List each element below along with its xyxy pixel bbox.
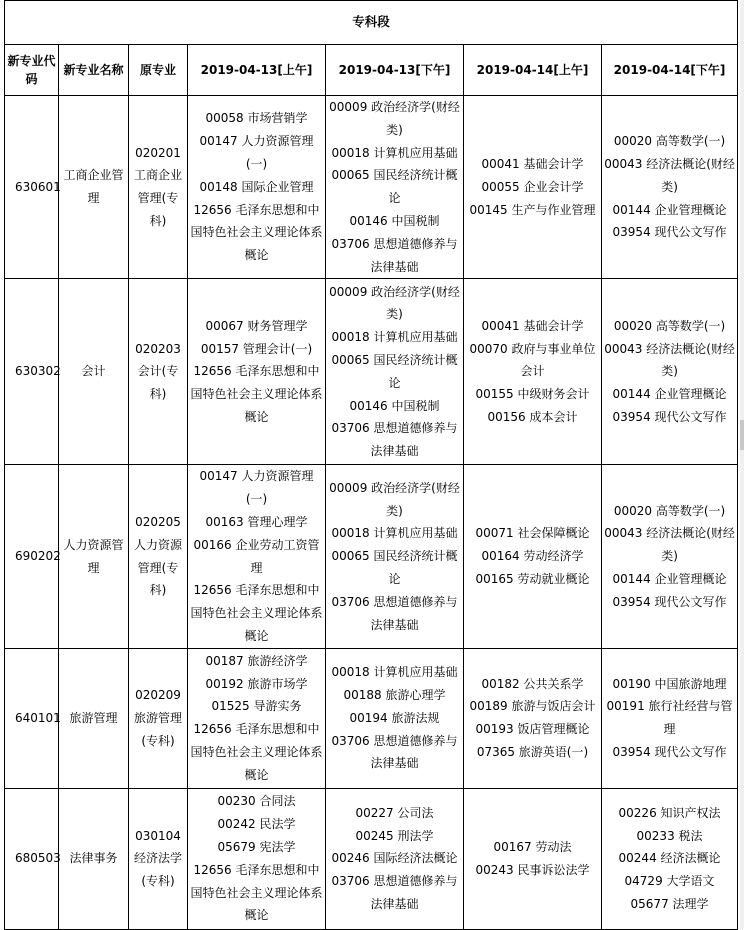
session-cell-4	[602, 465, 738, 648]
course-entry: 00009 政治经济学(财经类)	[329, 480, 460, 518]
course-entry: 00041 基础会计学	[481, 156, 584, 171]
course-entry: 00147 人力资源管理(一)	[199, 134, 314, 171]
section-title: 专科段	[5, 1, 738, 45]
course-entry: 00187 旅游经济学	[205, 653, 308, 668]
session-cell-2	[326, 788, 464, 929]
course-entry: 00156 成本会计	[487, 410, 578, 425]
session-cell-3	[464, 648, 602, 788]
original-major-cell: 020209 旅游管理(专科)	[129, 648, 188, 788]
course-entry: 00065 国民经济统计概论	[331, 353, 458, 390]
header-new-name: 新专业名称	[59, 45, 129, 96]
original-major-cell: 020201 工商企业管理(专科)	[129, 96, 188, 279]
table-row	[5, 96, 738, 279]
course-entry: 00041 基础会计学	[481, 318, 584, 333]
course-entry: 00242 民法学	[217, 817, 296, 832]
course-entry: 00227 公司法	[355, 805, 434, 820]
course-entry: 00188 旅游心理学	[343, 688, 446, 703]
course-entry: 00058 市场营销学	[205, 111, 308, 126]
course-entry: 00147 人力资源管理(一)	[199, 469, 314, 507]
session-cell-3	[464, 465, 602, 648]
course-entry: 00071 社会保障概论	[475, 526, 590, 541]
course-entry: 00182 公共关系学	[481, 676, 584, 691]
session-cell-1	[188, 465, 326, 648]
session-cell-1	[188, 788, 326, 929]
header-new-code: 新专业代码	[5, 45, 59, 96]
original-major-cell: 020205 人力资源管理(专科)	[129, 465, 188, 648]
course-entry: 00246 国际经济法概论	[331, 851, 458, 866]
major-name-cell: 人力资源管理	[59, 465, 129, 648]
course-entry: 00146 中国税制	[349, 213, 440, 228]
course-entry: 00144 企业管理概论	[612, 387, 727, 402]
course-entry: 00189 旅游与饭店会计	[469, 699, 596, 714]
course-entry: 12656 毛泽东思想和中国特色社会主义理论体系概论	[190, 722, 323, 782]
course-entry: 00243 民事诉讼法学	[475, 862, 590, 877]
course-entry: 03706 思想道德修养与法律基础	[331, 236, 458, 274]
course-entry: 00230 合同法	[217, 794, 296, 809]
session-cell-1	[188, 279, 326, 465]
header-original-major: 原专业	[129, 45, 188, 96]
major-code-cell: 640101	[5, 648, 59, 788]
session-cell-4	[602, 648, 738, 788]
table-row	[5, 648, 738, 788]
session-cell-4	[602, 788, 738, 929]
course-entry: 00065 国民经济统计概论	[331, 549, 458, 586]
major-name-cell: 法律事务	[59, 788, 129, 929]
session-cell-1	[188, 96, 326, 279]
major-name-cell: 会计	[59, 279, 129, 465]
course-entry: 03954 现代公文写作	[612, 594, 727, 609]
course-entry: 00043 经济法概论(财经类)	[604, 341, 735, 379]
course-entry: 00244 经济法概论	[618, 851, 721, 866]
major-name-cell: 工商企业管理	[59, 96, 129, 279]
scrollbar-thumb[interactable]	[740, 420, 744, 450]
header-apr14-am: 2019-04-14[上午]	[464, 45, 602, 96]
course-entry: 00009 政治经济学(财经类)	[329, 284, 460, 322]
course-entry: 03706 思想道德修养与法律基础	[331, 594, 458, 632]
major-code-cell: 630302	[5, 279, 59, 465]
session-cell-2	[326, 648, 464, 788]
session-cell-2	[326, 279, 464, 465]
major-code-cell: 680503	[5, 788, 59, 929]
course-entry: 00190 中国旅游地理	[612, 676, 727, 691]
course-entry: 00009 政治经济学(财经类)	[329, 100, 460, 137]
header-apr13-am: 2019-04-13[上午]	[188, 45, 326, 96]
course-entry: 00144 企业管理概论	[612, 571, 727, 586]
course-entry: 00144 企业管理概论	[612, 202, 727, 217]
exam-schedule-table	[4, 0, 738, 930]
course-entry: 00070 政府与事业单位会计	[469, 341, 596, 379]
session-cell-3	[464, 96, 602, 279]
course-entry: 12656 毛泽东思想和中国特色社会主义理论体系概论	[190, 202, 323, 263]
original-major-cell: 030104 经济法学(专科)	[129, 788, 188, 929]
course-entry: 00043 经济法概论(财经类)	[604, 156, 735, 194]
course-entry: 03706 思想道德修养与法律基础	[331, 874, 458, 911]
course-entry: 07365 旅游英语(一)	[476, 745, 589, 760]
original-major-cell: 020203 会计(专科)	[129, 279, 188, 465]
course-entry: 00191 旅行社经营与管理	[606, 699, 733, 737]
course-entry: 00018 计算机应用基础	[331, 330, 458, 345]
course-entry: 00043 经济法概论(财经类)	[604, 526, 735, 564]
vertical-scrollbar[interactable]	[740, 0, 744, 929]
table-row	[5, 465, 738, 648]
course-entry: 00193 饭店管理概论	[475, 722, 590, 737]
course-entry: 00167 劳动法	[493, 839, 572, 854]
header-apr13-pm: 2019-04-13[下午]	[326, 45, 464, 96]
course-entry: 00020 高等数学(一)	[613, 503, 726, 518]
course-entry: 00146 中国税制	[349, 398, 440, 413]
course-entry: 03954 现代公文写作	[612, 745, 727, 760]
course-entry: 03706 思想道德修养与法律基础	[331, 421, 458, 459]
session-cell-2	[326, 465, 464, 648]
course-entry: 00226 知识产权法	[618, 805, 721, 820]
session-cell-4	[602, 96, 738, 279]
course-entry: 00164 劳动经济学	[481, 549, 584, 564]
course-entry: 03954 现代公文写作	[612, 410, 727, 425]
course-entry: 00065 国民经济统计概论	[331, 168, 458, 206]
course-entry: 03954 现代公文写作	[612, 225, 727, 240]
session-cell-4	[602, 279, 738, 465]
course-entry: 00192 旅游市场学	[205, 676, 308, 691]
course-entry: 00148 国际企业管理	[199, 179, 314, 194]
course-entry: 00020 高等数学(一)	[613, 134, 726, 149]
course-entry: 00018 计算机应用基础	[331, 526, 458, 541]
course-entry: 00165 劳动就业概论	[475, 571, 590, 586]
table-row	[5, 788, 738, 929]
header-row	[5, 45, 738, 96]
course-entry: 00233 税法	[636, 828, 703, 843]
session-cell-2	[326, 96, 464, 279]
course-entry: 03706 思想道德修养与法律基础	[331, 733, 458, 771]
major-name-cell: 旅游管理	[59, 648, 129, 788]
course-entry: 00067 财务管理学	[205, 318, 308, 333]
major-code-cell: 690202	[5, 465, 59, 648]
course-entry: 00245 刑法学	[355, 828, 434, 843]
session-cell-1	[188, 648, 326, 788]
course-entry: 05677 法理学	[630, 896, 709, 911]
course-entry: 01525 导游实务	[211, 699, 302, 714]
course-entry: 00157 管理会计(一)	[200, 341, 313, 356]
course-entry: 00055 企业会计学	[481, 179, 584, 194]
course-entry: 00020 高等数学(一)	[613, 318, 726, 333]
course-entry: 04729 大学语文	[624, 874, 715, 889]
course-entry: 00163 管理心理学	[205, 514, 308, 529]
major-code-cell: 630601	[5, 96, 59, 279]
course-entry: 00018 计算机应用基础	[331, 145, 458, 160]
session-cell-3	[464, 279, 602, 465]
header-apr14-pm: 2019-04-14[下午]	[602, 45, 738, 96]
course-entry: 12656 毛泽东思想和中国特色社会主义理论体系概论	[190, 862, 323, 923]
course-entry: 00194 旅游法规	[349, 710, 440, 725]
course-entry: 05679 宪法学	[217, 839, 296, 854]
course-entry: 00018 计算机应用基础	[331, 665, 458, 680]
course-entry: 12656 毛泽东思想和中国特色社会主义理论体系概论	[190, 583, 323, 643]
course-entry: 00166 企业劳动工资管理	[193, 537, 320, 575]
session-cell-3	[464, 788, 602, 929]
table-row	[5, 279, 738, 465]
course-entry: 00145 生产与作业管理	[469, 202, 596, 217]
course-entry: 00155 中级财务会计	[475, 387, 590, 402]
course-entry: 12656 毛泽东思想和中国特色社会主义理论体系概论	[190, 364, 323, 425]
